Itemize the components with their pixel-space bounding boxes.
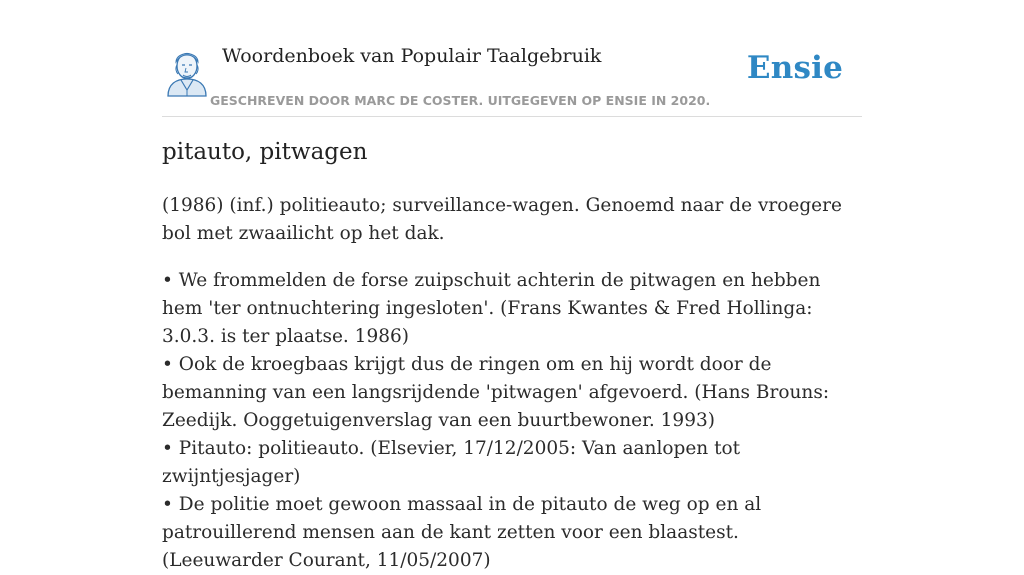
quote-item: • We frommelden de forse zuipschuit achterin de pitwagen en hebben hem 'ter ontnuchtering ingesloten'. (Frans Kwantes & Fred Hollinga: 3.0.3. is ter plaatse. 1986) <box>162 270 821 347</box>
dictionary-header <box>162 0 862 117</box>
entry-headword: pitauto, pitwagen <box>162 139 368 165</box>
quote-item: • Ook de kroegbaas krijgt dus de ringen om en hij wordt door de bemanning van een langsrijdende 'pitwagen' afgevoerd. (Hans Brouns: Zeedijk. Ooggetuigenverslag van een buurtbewoner. 1993) <box>162 354 830 431</box>
page-container <box>162 0 862 571</box>
quote-item: • De politie moet gewoon massaal in de pitauto de weg op en al patrouillerend mensen aan de kant zetten voor een blaastest. (Leeuwarder Courant, 11/05/2007) <box>162 494 762 571</box>
author-byline: GESCHREVEN DOOR MARC DE COSTER. UITGEGEVEN OP ENSIE IN 2020. <box>210 93 711 108</box>
entry-quotes <box>162 267 862 575</box>
quote-item: • Pitauto: politieauto. (Elsevier, 17/12/2005: Van aanlopen tot zwijntjesjager) <box>162 438 741 487</box>
entry-definition: (1986) (inf.) politieauto; surveillance-wagen. Genoemd naar de vroegere bol met zwaailicht op het dak. <box>162 195 842 244</box>
ensie-logo[interactable]: Ensie <box>746 50 843 86</box>
dictionary-title[interactable]: Woordenboek van Populair Taalgebruik <box>222 45 602 67</box>
author-portrait-icon <box>164 46 210 96</box>
